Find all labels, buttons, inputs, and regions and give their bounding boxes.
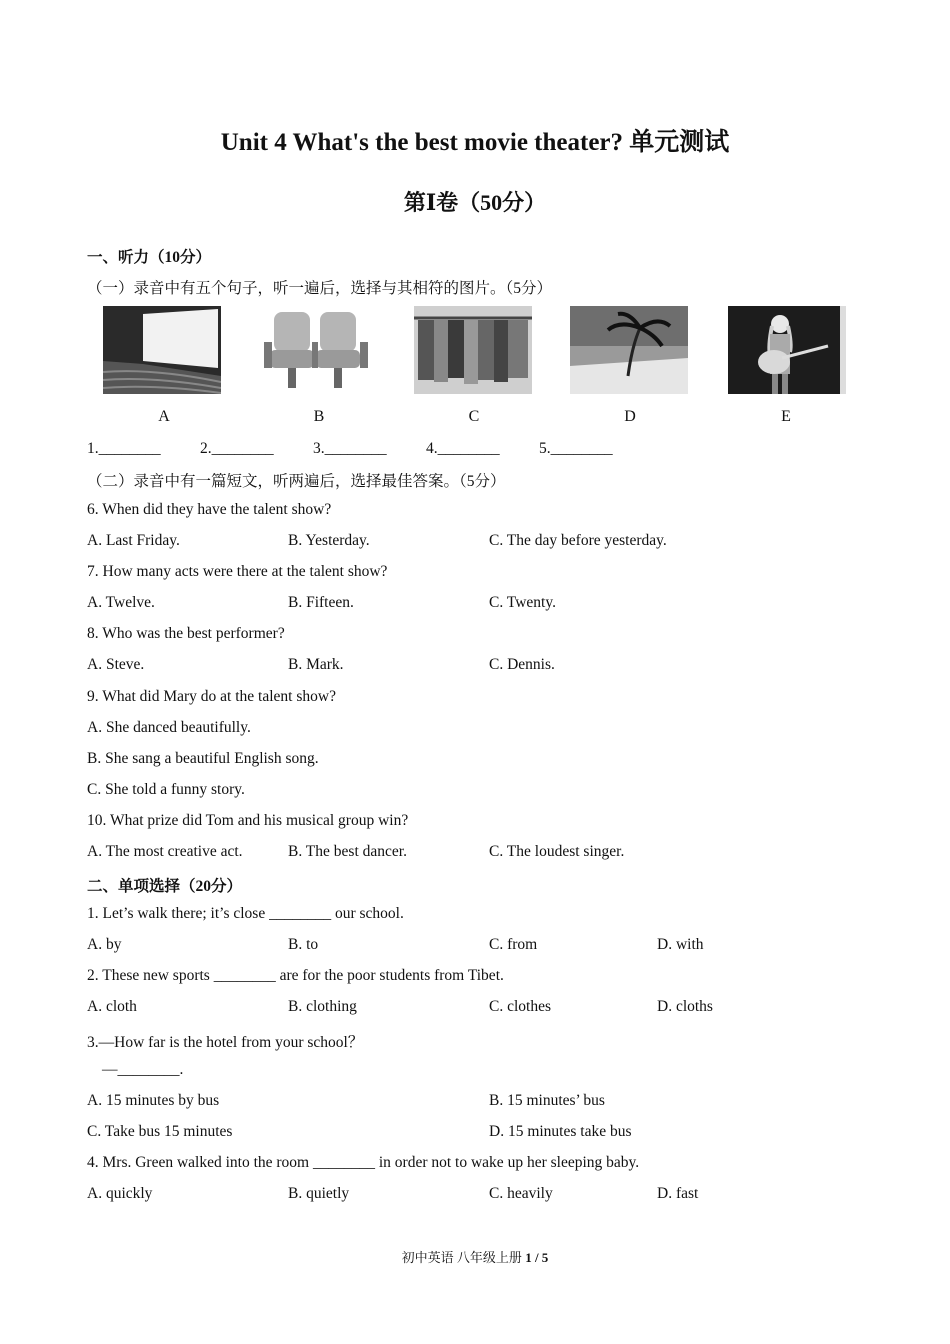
question-text: 8. Who was the best performer?: [87, 625, 285, 642]
option-text: B. She sang a beautiful English song.: [87, 750, 319, 767]
clothes-rack-image: [414, 306, 532, 394]
option-text: A. quickly: [87, 1185, 153, 1202]
option-text: A. Steve.: [87, 656, 145, 673]
option-text: D. cloths: [657, 998, 713, 1015]
option-text: C. heavily: [489, 1185, 553, 1202]
option-text: C. Take bus 15 minutes: [87, 1123, 233, 1140]
option-text: C. Twenty.: [489, 594, 556, 611]
option-text: B. clothing: [288, 998, 357, 1015]
option-text: A. She danced beautifully.: [87, 719, 251, 736]
option-text: A. cloth: [87, 998, 137, 1015]
question-text: 7. How many acts were there at the talent show?: [87, 563, 388, 580]
option-text: B. Fifteen.: [288, 594, 354, 611]
picture-label-c: C: [468, 408, 480, 425]
option-text: D. 15 minutes take bus: [489, 1123, 632, 1140]
part1-instruction: （一）录音中有五个句子，听一遍后，选择与其相符的图片。（5分）: [87, 280, 553, 297]
beach-palm-image: [570, 306, 688, 394]
paper-subtitle: 第Ⅰ卷（50分）: [403, 190, 547, 215]
option-text: D. fast: [657, 1185, 699, 1202]
option-text: A. Last Friday.: [87, 532, 180, 549]
answer-blank[interactable]: 2.________: [200, 440, 274, 457]
footer-text: 初中英语 八年级上册: [401, 1250, 526, 1265]
section2-heading: 二、单项选择（20分）: [87, 878, 243, 895]
question-text: 4. Mrs. Green walked into the room ________ in order not to wake up her sleeping baby.: [87, 1154, 640, 1171]
option-text: A. Twelve.: [87, 594, 155, 611]
question-text: 2. These new sports ________ are for the poor students from Tibet.: [87, 967, 504, 984]
option-text: B. 15 minutes’ bus: [489, 1092, 605, 1109]
option-text: B. Mark.: [288, 656, 344, 673]
part2-instruction: （二）录音中有一篇短文，听两遍后，选择最佳答案。（5分）: [87, 473, 506, 490]
movie-screen-image: [103, 306, 221, 394]
option-text: C. Dennis.: [489, 656, 555, 673]
guitar-singer-image: [728, 306, 846, 394]
option-text: C. The loudest singer.: [489, 843, 625, 860]
option-text: C. The day before yesterday.: [489, 532, 667, 549]
section1-heading: 一、听力（10分）: [87, 249, 212, 266]
option-text: C. She told a funny story.: [87, 781, 245, 798]
option-text: B. Yesterday.: [288, 532, 370, 549]
option-text: C. clothes: [489, 998, 551, 1015]
question-text: 6. When did they have the talent show?: [87, 501, 332, 518]
option-text: D. with: [657, 936, 704, 953]
option-text: B. The best dancer.: [288, 843, 407, 860]
question-text: 10. What prize did Tom and his musical group win?: [87, 812, 409, 829]
question-text: 3.—How far is the hotel from your school？: [87, 1034, 364, 1051]
option-text: B. quietly: [288, 1185, 350, 1202]
page-number: 1 / 5: [525, 1250, 549, 1265]
picture-label-e: E: [781, 408, 791, 425]
answer-blank[interactable]: 4.________: [426, 440, 500, 457]
option-text: A. The most creative act.: [87, 843, 243, 860]
option-text: C. from: [489, 936, 538, 953]
picture-label-b: B: [313, 408, 325, 425]
question-text: 9. What did Mary do at the talent show?: [87, 688, 336, 705]
option-text: B. to: [288, 936, 319, 953]
page-footer: [0, 1247, 950, 1266]
question-text: 1. Let’s walk there; it’s close ________ our school.: [87, 905, 404, 922]
answer-blank[interactable]: 5.________: [539, 440, 613, 457]
option-text: A. by: [87, 936, 122, 953]
page-title: Unit 4 What's the best movie theater? 单元测试: [220, 129, 730, 156]
answer-blank[interactable]: 1.________: [87, 440, 161, 457]
theater-seats-image: [260, 306, 378, 394]
option-text: A. 15 minutes by bus: [87, 1092, 220, 1109]
picture-label-a: A: [158, 408, 170, 425]
answer-blank[interactable]: 3.________: [313, 440, 387, 457]
picture-label-d: D: [624, 408, 636, 425]
question-text: —________.: [102, 1061, 184, 1078]
